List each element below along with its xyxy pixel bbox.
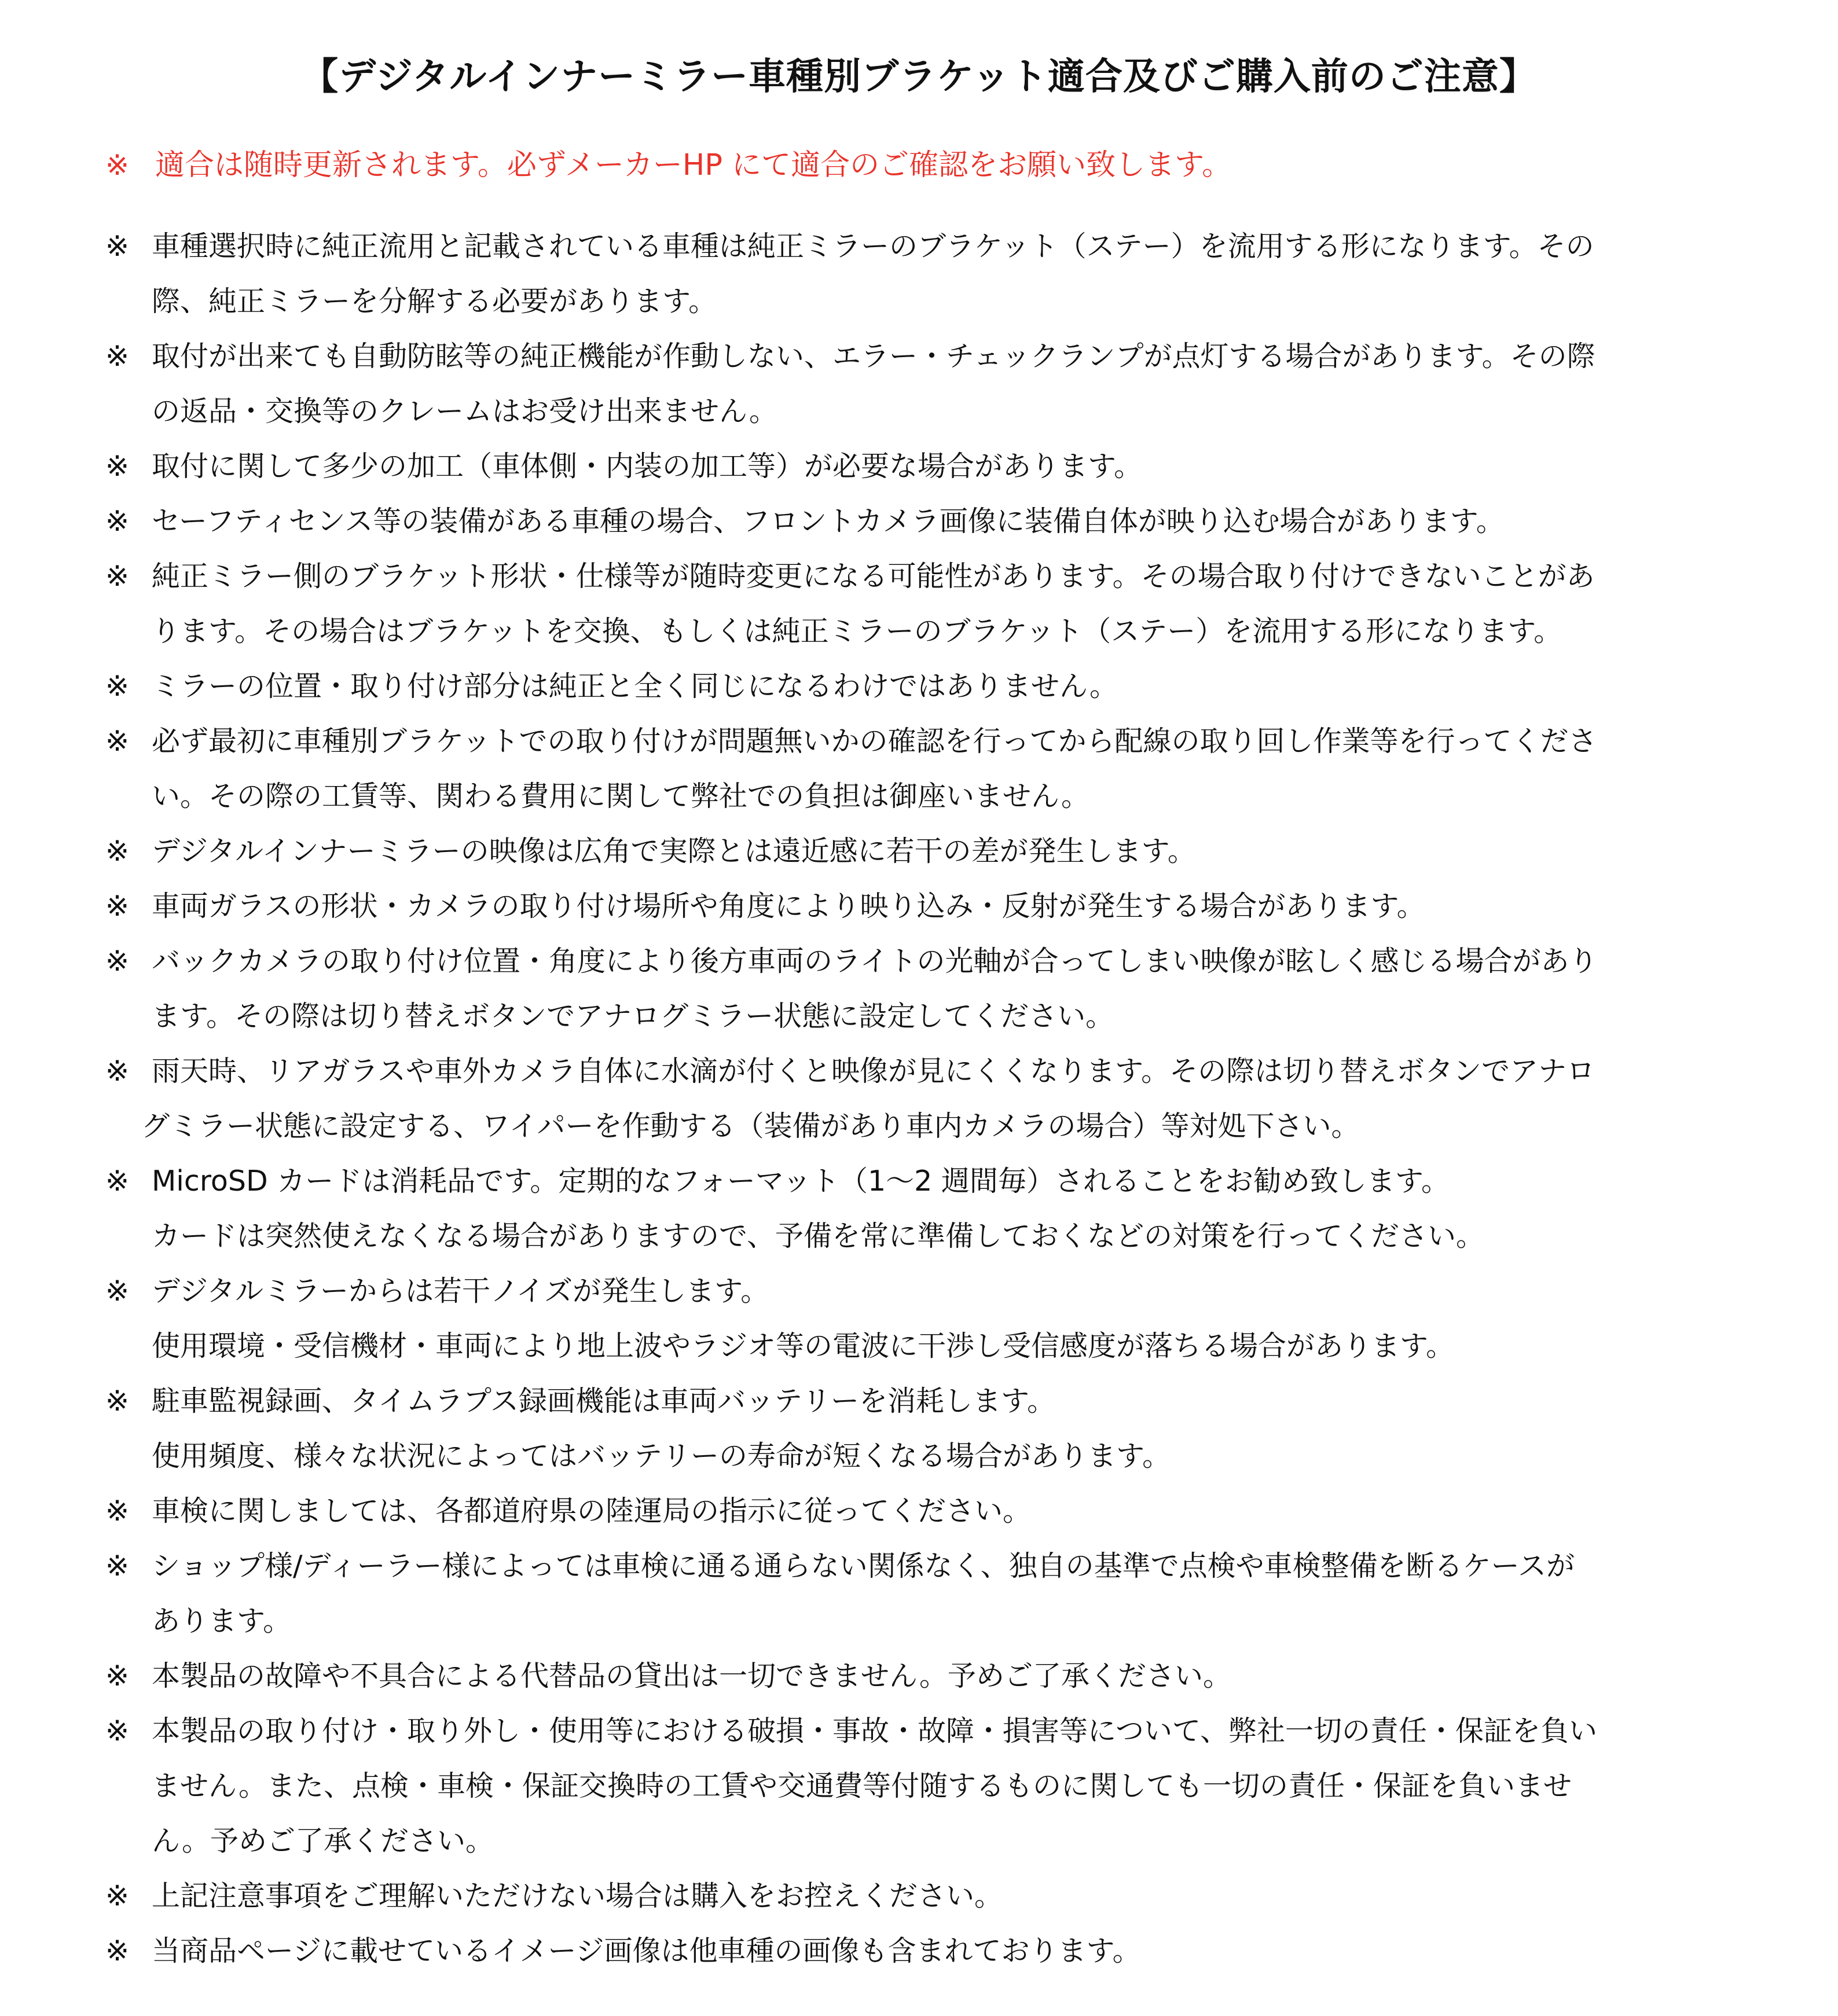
reference-mark: ※	[105, 835, 130, 868]
caution-text	[152, 1703, 1726, 1868]
caution-line: 駐車監視録画、タイムラプス録画機能は車両バッテリーを消耗します。	[152, 1385, 1056, 1418]
caution-text	[152, 439, 1726, 494]
reference-mark: ※	[105, 505, 130, 538]
caution-text	[152, 1374, 1726, 1483]
caution-item	[105, 934, 1726, 1044]
caution-line: 際、純正ミラーを分解する必要があります。	[152, 285, 717, 318]
reference-mark: ※	[105, 1549, 130, 1582]
caution-line: 純正ミラー側のブラケット形状・仕様等が随時変更になる可能性があります。その場合取り付けできないことがあ	[152, 560, 1595, 593]
caution-line: 本製品の故障や不具合による代替品の貸出は一切できません。予めご了承ください。	[152, 1659, 1231, 1692]
caution-text	[152, 934, 1726, 1044]
reference-mark: ※	[105, 1385, 130, 1418]
reference-mark: ※	[105, 450, 130, 483]
reference-mark: ※	[105, 149, 130, 182]
caution-item	[105, 494, 1726, 549]
caution-line: デジタルミラーからは若干ノイズが発生します。	[152, 1275, 769, 1308]
caution-text	[152, 659, 1726, 714]
reference-mark: ※	[105, 1714, 130, 1747]
caution-item	[105, 549, 1726, 659]
caution-item	[105, 879, 1726, 934]
caution-line: 雨天時、リアガラスや車外カメラ自体に水滴が付くと映像が見にくくなります。その際は切り替えボタンでアナロ	[152, 1055, 1595, 1088]
caution-line: 当商品ページに載せているイメージ画像は他車種の画像も含まれております。	[152, 1934, 1141, 1967]
caution-text	[152, 1483, 1726, 1538]
reference-mark: ※	[105, 670, 130, 703]
caution-item	[105, 439, 1726, 494]
caution-item	[105, 1044, 1726, 1154]
caution-text	[152, 549, 1726, 659]
caution-line: ん。予めご了承ください。	[152, 1824, 494, 1857]
caution-line: い。その際の工賃等、関わる費用に関して弊社での負担は御座いません。	[152, 780, 1089, 813]
caution-line: バックカメラの取り付け位置・角度により後方車両のライトの光軸が合ってしまい映像が眩しく感じる場合があり	[152, 945, 1598, 978]
caution-item	[105, 1868, 1726, 1923]
caution-line: ます。その際は切り替えボタンでアナログミラー状態に設定してください。	[152, 1000, 1114, 1033]
caution-text	[141, 1044, 1726, 1154]
caution-line: 車検に関しましては、各都道府県の陸運局の指示に従ってください。	[152, 1494, 1032, 1527]
reference-mark: ※	[105, 1494, 130, 1527]
caution-text	[152, 1868, 1726, 1923]
caution-text	[152, 1264, 1726, 1374]
reference-mark: ※	[105, 945, 130, 978]
reference-mark: ※	[105, 1165, 130, 1198]
caution-item	[105, 1923, 1726, 1978]
reference-mark: ※	[105, 725, 130, 758]
caution-line: 使用頻度、様々な状況によってはバッテリーの寿命が短くなる場合があります。	[152, 1440, 1171, 1472]
caution-line: MicroSD カードは消耗品です。定期的なフォーマット（1〜2 週間毎）されることをお勧め致します。	[152, 1165, 1450, 1198]
caution-text	[152, 1538, 1726, 1648]
caution-item	[105, 219, 1726, 329]
reference-mark: ※	[105, 340, 130, 373]
caution-line: あります。	[152, 1604, 292, 1637]
reference-mark: ※	[105, 1055, 130, 1088]
caution-item	[105, 329, 1726, 439]
caution-text	[152, 1154, 1726, 1264]
caution-line: ミラーの位置・取り付け部分は純正と全く同じになるわけではありません。	[152, 670, 1118, 703]
caution-line: 使用環境・受信機材・車両により地上波やラジオ等の電波に干渉し受信感度が落ちる場合があります。	[152, 1330, 1455, 1363]
caution-line: 取付が出来ても自動防眩等の純正機能が作動しない、エラー・チェックランプが点灯する場合があります。その際	[152, 340, 1595, 373]
caution-item	[105, 1648, 1726, 1703]
caution-text	[152, 1648, 1726, 1703]
caution-text	[152, 329, 1726, 439]
caution-text	[152, 879, 1726, 934]
caution-item	[105, 824, 1726, 879]
reference-mark: ※	[105, 890, 130, 923]
caution-line: 上記注意事項をご理解いただけない場合は購入をお控えください。	[152, 1879, 1003, 1912]
caution-item	[105, 1538, 1726, 1648]
caution-line: ショップ様/ディーラー様によっては車検に通る通らない関係なく、独自の基準で点検や車検整備を断るケースが	[152, 1549, 1575, 1582]
caution-item	[105, 1374, 1726, 1483]
reference-mark: ※	[105, 230, 130, 263]
caution-item	[105, 1483, 1726, 1538]
caution-text	[152, 1923, 1726, 1978]
caution-line: ません。また、点検・車検・保証交換時の工賃や交通費等付随するものに関しても一切の責任・保証を負いませ	[152, 1769, 1572, 1802]
caution-line: セーフティセンス等の装備がある車種の場合、フロントカメラ画像に装備自体が映り込む場合があります。	[152, 505, 1505, 538]
caution-line: の返品・交換等のクレームはお受け出来ません。	[152, 395, 777, 428]
caution-item	[105, 659, 1726, 714]
page-title: 【デジタルインナーミラー車種別ブラケット適合及びご購入前のご注意】	[301, 55, 1537, 98]
reference-mark: ※	[105, 560, 130, 593]
caution-text	[152, 219, 1726, 329]
caution-line: カードは突然使えなくなる場合がありますので、予備を常に準備しておくなどの対策を行ってください。	[152, 1220, 1485, 1253]
caution-item	[105, 1703, 1726, 1868]
caution-item	[105, 1264, 1726, 1374]
caution-line: ります。その場合はブラケットを交換、もしくは純正ミラーのブラケット（ステー）を流用する形になります。	[152, 615, 1562, 648]
caution-list	[105, 219, 1726, 1978]
caution-text	[152, 494, 1726, 549]
notice-text: 適合は随時更新されます。必ずメーカーHP にて適合のご確認をお願い致します。	[155, 148, 1232, 182]
reference-mark: ※	[105, 1879, 130, 1912]
caution-line: デジタルインナーミラーの映像は広角で実際とは遠近感に若干の差が発生します。	[152, 835, 1196, 868]
caution-line: 取付に関して多少の加工（車体側・内装の加工等）が必要な場合があります。	[152, 450, 1143, 483]
reference-mark: ※	[105, 1934, 130, 1967]
caution-item	[105, 714, 1726, 824]
caution-item	[105, 1154, 1726, 1264]
reference-mark: ※	[105, 1659, 130, 1692]
compatibility-update-notice	[105, 138, 1231, 193]
caution-text	[152, 714, 1726, 824]
caution-line: 車両ガラスの形状・カメラの取り付け場所や角度により映り込み・反射が発生する場合があります。	[152, 890, 1425, 923]
caution-line: 本製品の取り付け・取り外し・使用等における破損・事故・故障・損害等について、弊社一切の責任・保証を負い	[152, 1714, 1598, 1747]
reference-mark: ※	[105, 1275, 130, 1308]
caution-line: グミラー状態に設定する、ワイパーを作動する（装備があり車内カメラの場合）等対処下さい。	[141, 1110, 1360, 1143]
caution-line: 車種選択時に純正流用と記載されている車種は純正ミラーのブラケット（ステー）を流用する形になります。その	[152, 230, 1594, 263]
caution-line: 必ず最初に車種別ブラケットでの取り付けが問題無いかの確認を行ってから配線の取り回し作業等を行ってくださ	[152, 725, 1597, 758]
caution-text	[152, 824, 1726, 879]
